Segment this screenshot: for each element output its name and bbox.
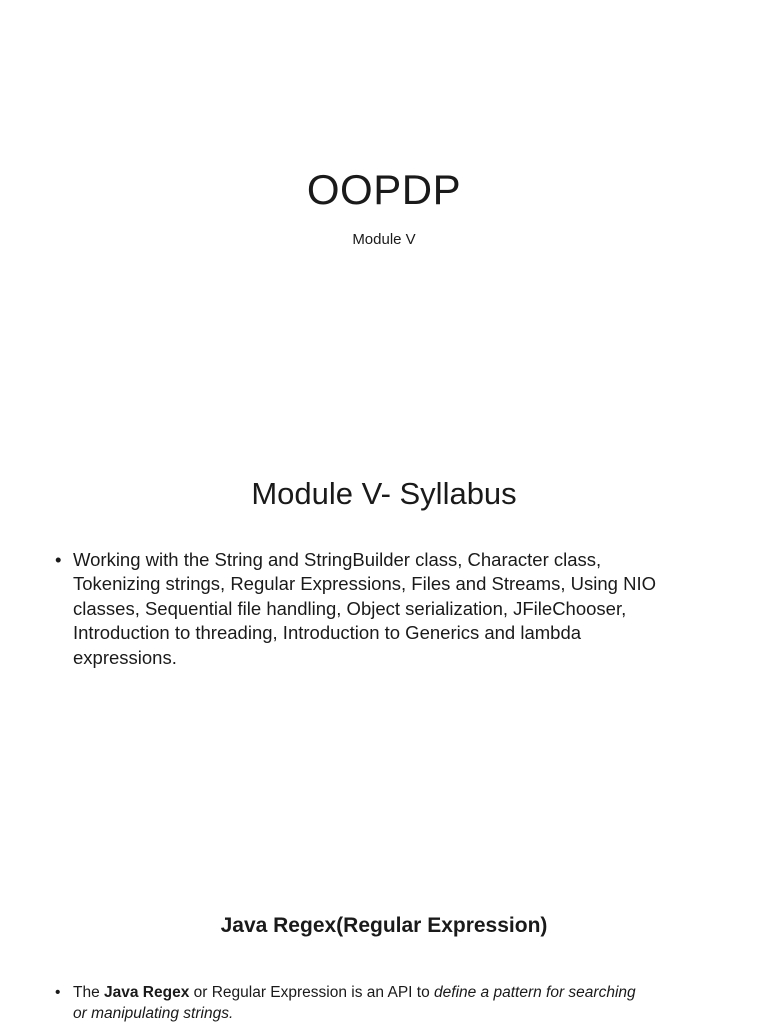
presentation-subtitle: Module V <box>352 231 416 248</box>
regex-bullet-list <box>55 982 735 1024</box>
syllabus-line-4: Introduction to threading, Introduction to Generics and lambda <box>73 622 582 644</box>
title-slide <box>0 0 768 432</box>
syllabus-bullet-list <box>55 548 735 670</box>
syllabus-line-5: expressions. <box>73 646 177 668</box>
syllabus-line-1: Working with the String and StringBuilder class, Character class, <box>73 549 602 570</box>
regex-definition-emphasis: define a pattern for searching <box>434 984 636 1001</box>
regex-term-java-regex: Java Regex <box>104 984 190 1001</box>
regex-text-part: or Regular Expression is an API to <box>189 984 435 1001</box>
syllabus-title: Module V- Syllabus <box>251 476 517 511</box>
syllabus-slide <box>0 432 768 864</box>
syllabus-bullet <box>55 548 735 670</box>
bullet-icon: • <box>55 984 61 1001</box>
regex-bullet <box>55 982 735 1024</box>
bullet-icon: • <box>55 549 62 570</box>
regex-definition-emphasis-2: or manipulating strings. <box>73 1005 234 1022</box>
regex-text-part: The <box>73 984 105 1001</box>
presentation-title: OOPDP <box>306 166 462 213</box>
syllabus-line-3: classes, Sequential file handling, Object serialization, JFileChooser, <box>73 597 627 619</box>
regex-slide <box>0 864 768 1024</box>
regex-title: Java Regex(Regular Expression) <box>220 914 548 937</box>
syllabus-line-2: Tokenizing strings, Regular Expressions, Files and Streams, Using NIO <box>73 573 656 595</box>
